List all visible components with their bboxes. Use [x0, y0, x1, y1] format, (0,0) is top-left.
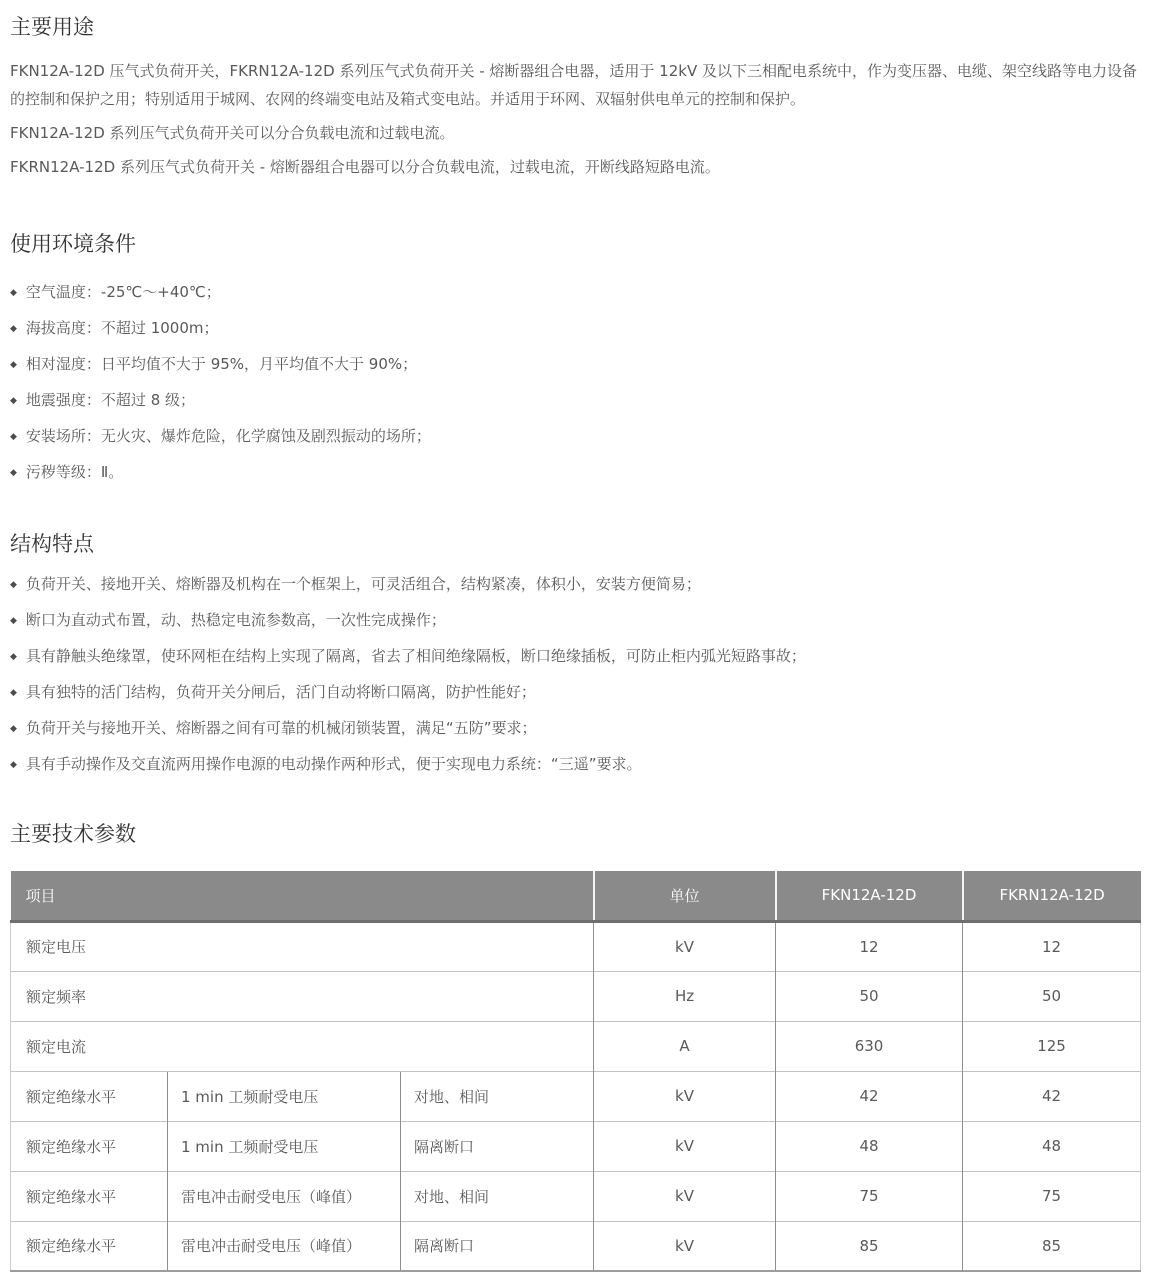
list-item-text: 负荷开关、接地开关、熔断器及机构在一个框架上，可灵活组合，结构紧凑，体积小，安装方便简易；	[25, 575, 701, 593]
cell-fkrn12a: 125	[963, 1021, 1141, 1071]
table-row	[11, 1221, 1141, 1271]
cell-item: 额定频率	[11, 971, 594, 1021]
diamond-bullet-icon: ◆	[10, 360, 17, 370]
table-row	[11, 971, 1141, 1021]
cell-unit: kV	[594, 1121, 776, 1171]
cell-fkn12a: 75	[776, 1171, 963, 1221]
cell-unit: kV	[594, 921, 776, 971]
cell-fkn12a: 85	[776, 1221, 963, 1271]
product-doc-page	[0, 14, 1150, 1272]
list-item	[10, 675, 1140, 711]
diamond-bullet-icon: ◆	[10, 324, 17, 334]
cell-item: 额定绝缘水平	[11, 1121, 168, 1171]
cell-fkrn12a: 42	[963, 1071, 1141, 1121]
cell-fkn12a: 50	[776, 971, 963, 1021]
usage-paragraph: FKN12A-12D 系列压气式负荷开关可以分合负载电流和过载电流。	[10, 124, 455, 142]
list-item-text: 污秽等级：Ⅱ。	[25, 463, 124, 481]
cell-fkrn12a: 48	[963, 1121, 1141, 1171]
list-item	[10, 383, 1140, 419]
cell-fkrn12a: 85	[963, 1221, 1141, 1271]
section-environment	[10, 231, 1140, 491]
table-row	[11, 1021, 1141, 1071]
table-row	[11, 1121, 1141, 1171]
list-item-text: 断口为直动式布置，动、热稳定电流参数高，一次性完成操作；	[25, 611, 446, 629]
list-item-text: 具有独特的活门结构，负荷开关分闸后，活门自动将断口隔离，防护性能好；	[25, 683, 536, 701]
table-row	[11, 1071, 1141, 1121]
cell-sub-item: 雷电冲击耐受电压（峰值）	[168, 1221, 401, 1271]
cell-condition: 隔离断口	[401, 1121, 594, 1171]
structure-list	[10, 567, 1140, 783]
cell-fkrn12a: 75	[963, 1171, 1141, 1221]
diamond-bullet-icon: ◆	[10, 760, 17, 770]
cell-sub-item: 1 min 工频耐受电压	[168, 1121, 401, 1171]
cell-unit: kV	[594, 1221, 776, 1271]
cell-fkrn12a: 12	[963, 921, 1141, 971]
diamond-bullet-icon: ◆	[10, 432, 17, 442]
table-row	[11, 921, 1141, 971]
section-structure	[10, 531, 1140, 783]
environment-list	[10, 275, 1140, 491]
parameters-heading: 主要技术参数	[10, 822, 136, 846]
list-item	[10, 311, 1140, 347]
usage-paragraph: FKN12A-12D 压气式负荷开关，FKRN12A-12D 系列压气式负荷开关 - 熔断器组合电器，适用于 12kV 及以下三相配电系统中，作为变压器、电缆、架空线路等电力设备的控制和保护之用；特别适用于城网、农网的终端变电站及箱式变电站。并适用于环网、双辐射供电单元的控制和保护。	[10, 62, 1137, 108]
list-item	[10, 419, 1140, 455]
list-item	[10, 275, 1140, 311]
cell-unit: Hz	[594, 971, 776, 1021]
cell-sub-item: 雷电冲击耐受电压（峰值）	[168, 1171, 401, 1221]
cell-sub-item: 1 min 工频耐受电压	[168, 1071, 401, 1121]
cell-condition: 对地、相间	[401, 1171, 594, 1221]
list-item-text: 具有手动操作及交直流两用操作电源的电动操作两种形式，便于实现电力系统：“三遥”要求。	[25, 755, 642, 773]
diamond-bullet-icon: ◆	[10, 580, 17, 590]
list-item	[10, 603, 1140, 639]
list-item	[10, 711, 1140, 747]
list-item	[10, 455, 1140, 491]
section-usage	[10, 14, 1140, 181]
list-item	[10, 567, 1140, 603]
diamond-bullet-icon: ◆	[10, 616, 17, 626]
structure-heading: 结构特点	[10, 532, 94, 556]
col-header-unit: 单位	[594, 871, 776, 921]
cell-item: 额定绝缘水平	[11, 1221, 168, 1271]
list-item-text: 具有静触头绝缘罩，使环网柜在结构上实现了隔离，省去了相间绝缘隔板，断口绝缘插板，可防止柜内弧光短路事故；	[25, 647, 806, 665]
col-header-fkrn12a: FKRN12A-12D	[963, 871, 1141, 921]
section-parameters	[10, 821, 1140, 1272]
cell-unit: kV	[594, 1171, 776, 1221]
cell-fkrn12a: 50	[963, 971, 1141, 1021]
diamond-bullet-icon: ◆	[10, 724, 17, 734]
cell-item: 额定绝缘水平	[11, 1171, 168, 1221]
list-item-text: 相对湿度：日平均值不大于 95%，月平均值不大于 90%；	[25, 355, 418, 373]
cell-fkn12a: 42	[776, 1071, 963, 1121]
cell-condition: 对地、相间	[401, 1071, 594, 1121]
specs-table	[10, 871, 1141, 1272]
list-item-text: 负荷开关与接地开关、熔断器之间有可靠的机械闭锁装置，满足“五防”要求；	[25, 719, 537, 737]
diamond-bullet-icon: ◆	[10, 468, 17, 478]
diamond-bullet-icon: ◆	[10, 652, 17, 662]
cell-item: 额定绝缘水平	[11, 1071, 168, 1121]
cell-fkn12a: 12	[776, 921, 963, 971]
cell-fkn12a: 630	[776, 1021, 963, 1071]
cell-fkn12a: 48	[776, 1121, 963, 1171]
diamond-bullet-icon: ◆	[10, 688, 17, 698]
list-item	[10, 347, 1140, 383]
list-item-text: 地震强度：不超过 8 级；	[25, 391, 196, 409]
col-header-item: 项目	[11, 871, 594, 921]
col-header-fkn12a: FKN12A-12D	[776, 871, 963, 921]
list-item-text: 空气温度：-25℃～+40℃；	[25, 283, 221, 301]
table-row	[11, 1171, 1141, 1221]
cell-condition: 隔离断口	[401, 1221, 594, 1271]
cell-item: 额定电流	[11, 1021, 594, 1071]
diamond-bullet-icon: ◆	[10, 396, 17, 406]
list-item-text: 安装场所：无火灾、爆炸危险，化学腐蚀及剧烈振动的场所；	[25, 427, 431, 445]
usage-paragraph: FKRN12A-12D 系列压气式负荷开关 - 熔断器组合电器可以分合负载电流，过载电流，开断线路短路电流。	[10, 158, 720, 176]
cell-item: 额定电压	[11, 921, 594, 971]
cell-unit: A	[594, 1021, 776, 1071]
table-header-row	[11, 871, 1141, 921]
diamond-bullet-icon: ◆	[10, 288, 17, 298]
environment-heading: 使用环境条件	[10, 232, 136, 256]
list-item	[10, 747, 1140, 783]
list-item-text: 海拔高度：不超过 1000m；	[25, 319, 219, 337]
usage-heading: 主要用途	[10, 15, 94, 39]
list-item	[10, 639, 1140, 675]
cell-unit: kV	[594, 1071, 776, 1121]
